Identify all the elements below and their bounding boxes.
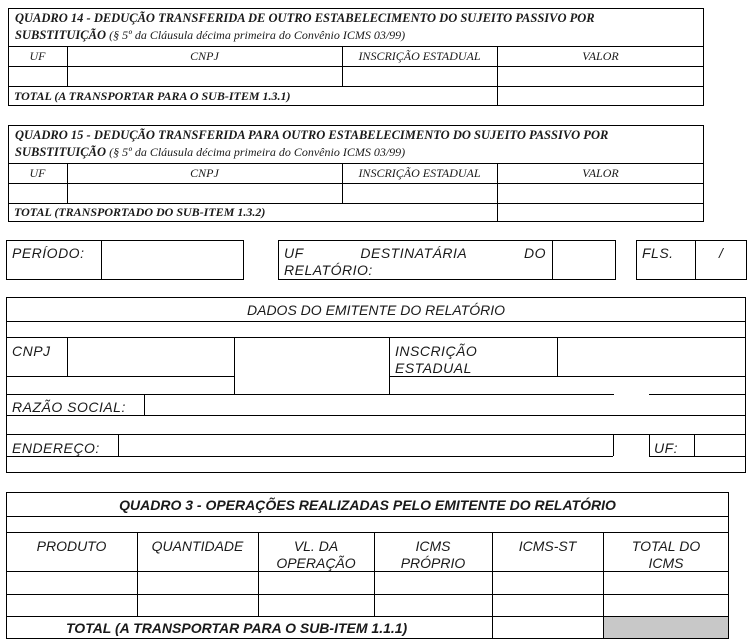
quadro3-col-produto: PRODUTO [36, 538, 107, 554]
emitente-uf-label: UF: [654, 440, 679, 456]
emitente-uf-field[interactable] [695, 435, 745, 455]
emitente-ie-field[interactable] [558, 338, 745, 375]
quadro3-col-total-2: ICMS [648, 555, 684, 571]
uf-destinataria-word-destinataria: DESTINATÁRIA [360, 245, 468, 261]
quadro3-col-icmsst: ICMS-ST [518, 538, 577, 554]
quadro14-total-label: TOTAL (A TRANSPORTAR PARA O SUB-ITEM 1.3.1) [14, 89, 291, 103]
quadro14-col-ie: INSCRIÇÃO ESTADUAL [358, 49, 481, 63]
quadro15-col-uf: UF [29, 166, 46, 180]
quadro3-col-total-1: TOTAL DO [631, 538, 701, 554]
fls-slash: / [719, 245, 724, 261]
quadro15-title-note: (§ 5º da Cláusula décima primeira do Convênio ICMS 03/99) [109, 145, 406, 159]
quadro3-col-icms-2: PRÓPRIO [400, 555, 466, 571]
quadro14-col-valor: VALOR [582, 49, 619, 63]
emitente-cnpj-field[interactable] [68, 338, 233, 375]
uf-destinataria-word-do: DO [523, 245, 546, 261]
quadro15-col-ie: INSCRIÇÃO ESTADUAL [358, 166, 481, 180]
quadro15-col-cnpj: CNPJ [190, 166, 219, 180]
uf-destinataria-label [284, 245, 546, 262]
periodo-label: PERÍODO: [12, 245, 85, 261]
quadro14-title-bold: QUADRO 14 - DEDUÇÃO TRANSFERIDA DE OUTRO ESTABELECIMENTO DO SUJEITO PASSIVO POR SUBSTITUIÇÃO [15, 11, 595, 42]
quadro3-col-vl-1: VL. DA [293, 538, 339, 554]
periodo-field[interactable] [102, 241, 243, 279]
quadro14-col-uf: UF [29, 49, 46, 63]
emitente-ie-label-2: ESTADUAL [395, 360, 472, 376]
emitente-cnpj-label: CNPJ [12, 343, 51, 359]
quadro3-col-quantidade: QUANTIDADE [151, 538, 244, 554]
quadro3-col-vl-2: OPERAÇÃO [276, 555, 356, 571]
uf-destinataria-word-uf: UF [284, 245, 304, 261]
emitente-endereco-field[interactable] [119, 435, 612, 455]
quadro3-total-label: TOTAL (A TRANSPORTAR PARA O SUB-ITEM 1.1.1) [66, 620, 408, 636]
fls-label: FLS. [642, 245, 674, 261]
quadro15-title-bold: QUADRO 15 - DEDUÇÃO TRANSFERIDA PARA OUTRO ESTABELECIMENTO DO SUJEITO PASSIVO POR SUBSTITUIÇÃO [15, 128, 609, 159]
quadro14-col-cnpj: CNPJ [190, 49, 219, 63]
emitente-ie-label-1: INSCRIÇÃO [395, 343, 478, 359]
quadro3-col-icms-1: ICMS [415, 538, 451, 554]
quadro3-title: QUADRO 3 - OPERAÇÕES REALIZADAS PELO EMITENTE DO RELATÓRIO [119, 497, 616, 513]
emitente-title: DADOS DO EMITENTE DO RELATÓRIO [247, 302, 505, 318]
uf-destinataria-field[interactable] [553, 241, 615, 279]
quadro15-title [15, 127, 675, 161]
quadro3-total-shaded-cell [603, 616, 729, 639]
uf-destinataria-relatorio: RELATÓRIO: [284, 262, 373, 278]
quadro14-title [15, 10, 675, 44]
emitente-razao-social-label: RAZÃO SOCIAL: [12, 399, 126, 415]
quadro15-col-valor: VALOR [582, 166, 619, 180]
quadro15-total-label: TOTAL (TRANSPORTADO DO SUB-ITEM 1.3.2) [14, 205, 266, 219]
emitente-endereco-label: ENDEREÇO: [12, 440, 100, 456]
emitente-razao-social-field[interactable] [145, 395, 745, 414]
quadro14-title-note: (§ 5º da Cláusula décima primeira do Convênio ICMS 03/99) [109, 28, 406, 42]
